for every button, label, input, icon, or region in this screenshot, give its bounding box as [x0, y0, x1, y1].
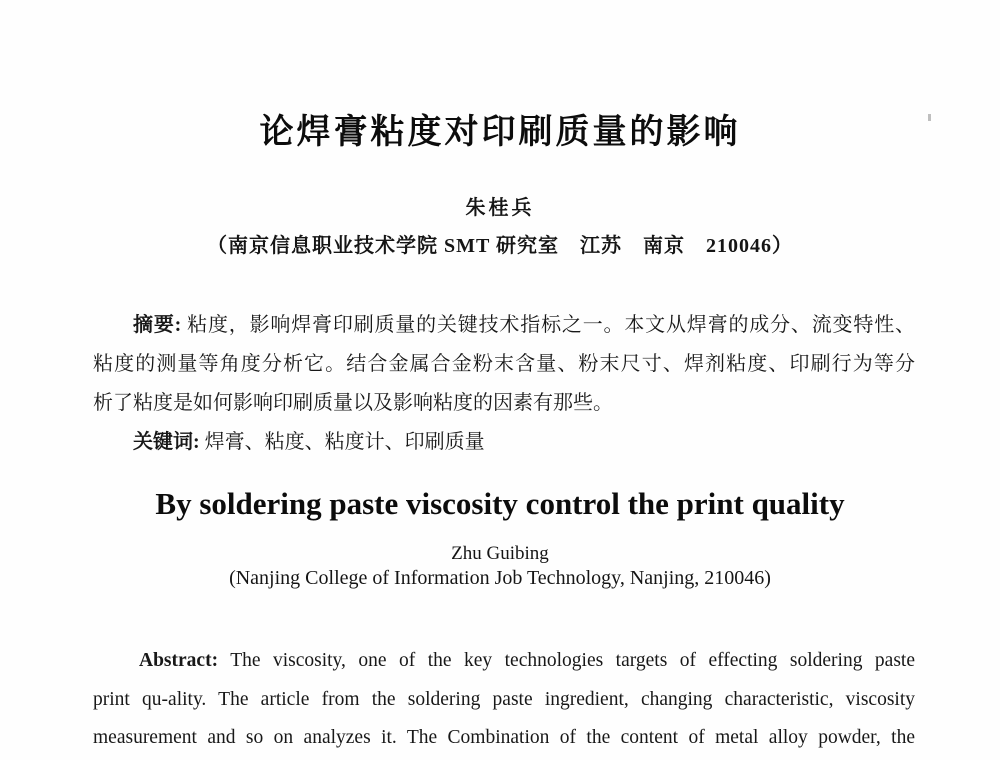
- chinese-author: 朱桂兵: [465, 197, 535, 219]
- chinese-abstract-line-1: [93, 311, 915, 339]
- english-abstract-line-3: measurement and so on analyzes it. The Combination of the content of metal alloy powder, the: [93, 727, 915, 748]
- chinese-abstract-text-1: 粘度，影响焊膏印刷质量的关键技术指标之一。本文从焊膏的成分、流变特性、: [187, 314, 916, 336]
- chinese-abstract-line-3: 析了粘度是如何影响印刷质量以及影响粘度的因素有那些。: [93, 392, 613, 414]
- english-author: Zhu Guibing: [451, 543, 549, 564]
- chinese-abstract-line-2: 粘度的测量等角度分析它。结合金属合金粉末含量、粉末尺寸、焊剂粘度、印刷行为等分: [93, 353, 915, 375]
- english-affiliation: (Nanjing College of Information Job Technology, Nanjing, 210046): [229, 567, 771, 589]
- english-abstract-label: Abstract:: [139, 650, 219, 671]
- english-abstract-line-2: print qu-ality. The article from the soldering paste ingredient, changing characteristic, viscosity: [93, 689, 915, 710]
- chinese-keywords-label: 关键词:: [133, 431, 200, 453]
- english-title: By soldering paste viscosity control the print quality: [155, 486, 845, 521]
- chinese-title: 论焊膏粘度对印刷质量的影响: [259, 113, 741, 151]
- chinese-abstract-label: 摘要:: [133, 314, 182, 336]
- english-abstract-text-1: The viscosity, one of the key technologies targets of effecting soldering paste: [230, 650, 915, 671]
- english-abstract-line-1: [93, 647, 915, 674]
- chinese-keywords-line: [93, 428, 915, 456]
- chinese-keywords-text: 焊膏、粘度、粘度计、印刷质量: [204, 431, 485, 453]
- chinese-affiliation: （南京信息职业技术学院 SMT 研究室 江苏 南京 210046）: [207, 235, 793, 257]
